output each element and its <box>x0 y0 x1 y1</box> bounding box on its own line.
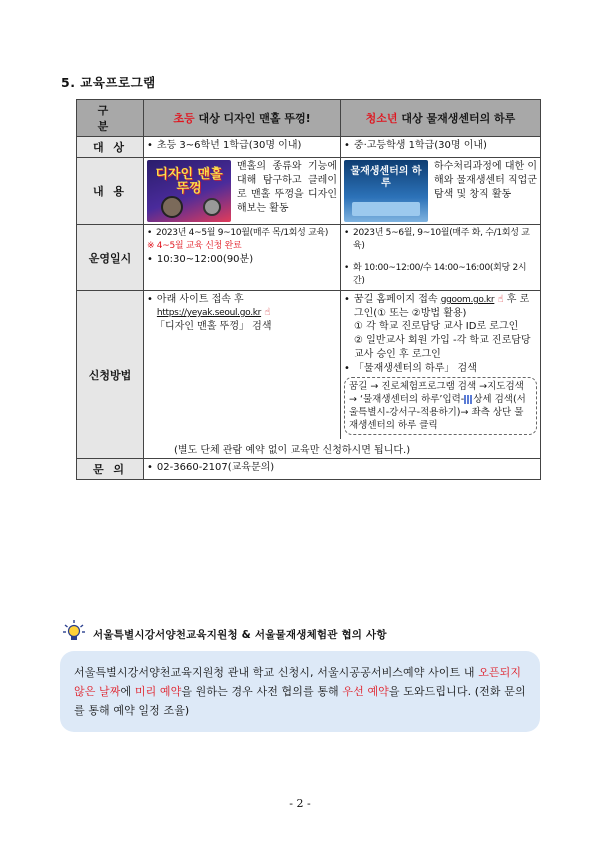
header-elementary: 초등 대상 디자인 맨홀 뚜껑! <box>144 100 341 137</box>
program-table <box>76 99 541 480</box>
ggoom-link[interactable]: ggoom.go.kr <box>440 295 495 305</box>
schedule-row: 운영일시 • 2023년 4~5월 9~10월(매주 목/1회성 교육) ※ 4~5월 교육 신청 완료 • 10:30~12:00(90분) • 2023년 5~6월, 9~10월(매주 화, 수/1회성 교육) • 화 10:00~12:00/수 14:00~16:00(회당 2시간) <box>77 225 541 291</box>
grid-icon <box>464 395 473 404</box>
schedule-youth-dates: 2023년 5~6월, 9~10월(매주 화, 수/1회성 교육) <box>353 228 530 251</box>
manhole-poster-image: 디자인 맨홀뚜껑 <box>147 160 231 222</box>
content-elementary-desc: 맨홀의 종류와 기능에 대해 탐구하고 클레이로 맨홀 뚜껑을 디자인해보는 활동 <box>237 161 337 214</box>
table-header-row <box>77 100 541 137</box>
header-category: 구 분 <box>77 100 144 137</box>
consultation-title: 서울특별시강서양천교육지원청 & 서울물재생체험관 협의 사항 <box>93 629 387 641</box>
consultation-section <box>60 619 540 732</box>
consultation-box: 서울특별시강서양천교육지원청 관내 학교 신청시, 서울시공공서비스예약 사이트 내 오픈되지 않은 날짜에 미리 예약을 원하는 경우 사전 협의를 통해 우선 예약을 도와드립니다. (전화 문의를 통해 예약 일정 조율) <box>60 651 540 732</box>
content-row <box>77 158 541 225</box>
apply-youth-search: 「물재생센터의 하루」 검색 <box>353 363 477 374</box>
header-youth: 청소년 대상 물재생센터의 하루 <box>341 100 541 137</box>
cursor-icon: ☝ <box>264 307 271 318</box>
contact-row: 문 의 • 02-3660-2107(교육문의) <box>77 459 541 480</box>
search-guide-box: 꿈길 → 진로체험프로그램 검색 →지도검색 → ‘물재생센터의 하루’입력- 상세 검색(서울특별시-강서구-적용하기)→ 좌측 상단 물재생센터의 하루 클릭 <box>344 377 537 435</box>
target-elementary: 초등 3~6학년 1학급(30명 이내) <box>156 140 302 151</box>
lightbulb-icon <box>62 619 86 643</box>
apply-footnote: (별도 단체 관람 예약 없이 교육만 신청하시면 됩니다.) <box>144 439 541 459</box>
section-title: 5. 교육프로그램 <box>61 75 156 90</box>
content-label: 내 용 <box>77 158 144 225</box>
schedule-youth-time: 화 10:00~12:00/수 14:00~16:00(회당 2시간) <box>353 263 527 286</box>
schedule-elementary-dates: 2023년 4~5월 9~10월(매주 목/1회성 교육) <box>156 228 329 238</box>
contact-label: 문 의 <box>77 459 144 480</box>
apply-elementary-search: 「디자인 맨홀 뚜껑」 검색 <box>155 321 272 332</box>
apply-option-2: ② 일반교사 회원 가입 -각 학교 진로담당 교사 승인 후 로그인 <box>354 335 531 360</box>
apply-option-1: ① 각 학교 진로담당 교사 ID로 로그인 <box>354 321 519 332</box>
page-number: - 2 - <box>289 797 311 810</box>
yeyak-link[interactable]: https://yeyak.seoul.go.kr <box>156 308 262 318</box>
apply-footnote-row <box>77 439 541 459</box>
contact-value: 02-3660-2107(교육문의) <box>156 462 275 473</box>
schedule-label: 운영일시 <box>77 225 144 291</box>
content-youth-desc: 하수처리과정에 대한 이해와 물재생센터 직업군 탐색 및 창직 활동 <box>434 161 537 200</box>
target-label: 대 상 <box>77 137 144 158</box>
schedule-elementary-time: 10:30~12:00(90분) <box>156 254 254 265</box>
apply-label: 신청방법 <box>77 291 144 459</box>
schedule-elementary-note: ※ 4~5월 교육 신청 완료 <box>147 241 242 251</box>
target-youth: 중·고등학생 1학급(30명 이내) <box>353 140 487 151</box>
apply-row: 신청방법 • 아래 사이트 접속 후 https://yeyak.seoul.go.kr ☝ 「디자인 맨홀 뚜껑」 검색 • 꿈길 홈페이지 접속 ggoom.go.kr ☝ 후 로그인(① 또는 ②방법 활용) ① 각 학교 진로담당 교사 ID로 로그인 ② 일반교사 회원 가입 -각 학교 진로담당 교사 승인 후 로그인 • 「물재생센터의 하루」 검색 꿈길 → 진로체험프로그램 검색 →지도검색 → ‘물재생센터의 하루’입력- 상세 검색(서울특별시-강서구-적용하기)→ 좌측 상단 물재생센터의 하루 클릭 <box>77 291 541 440</box>
cursor-icon: ☝ <box>497 294 504 305</box>
target-row: 대 상 • 초등 3~6학년 1학급(30명 이내) • 중·고등학생 1학급(30명 이내) <box>77 137 541 158</box>
water-center-poster-image: 물재생센터의 하루 <box>344 160 428 222</box>
